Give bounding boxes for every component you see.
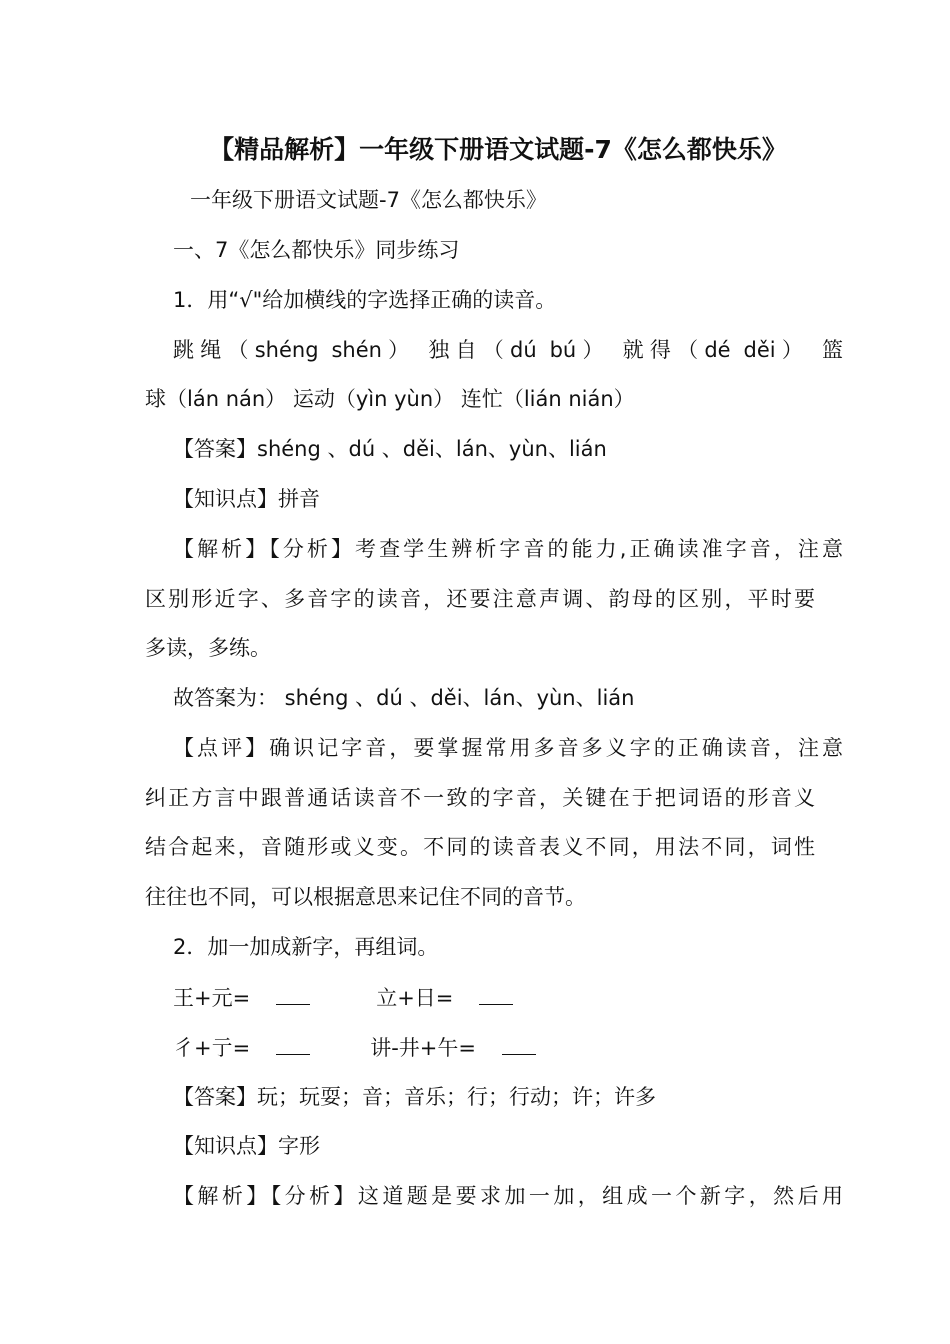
question-2-stem: 2．加一加成新字，再组词。 [173,935,439,959]
answer-blank-1[interactable] [276,982,310,1005]
question-2-knowledge: 【知识点】字形 [173,1134,320,1158]
answer-blank-4[interactable] [502,1032,536,1055]
question-1-analysis-line-2: 区别形近字、多音字的读音，还要注意声调、韵母的区别，平时要 [145,587,815,611]
section-heading: 一、7《怎么都快乐》同步练习 [173,238,460,262]
answer-blank-2[interactable] [479,982,513,1005]
question-1-comment-line-4: 往往也不同，可以根据意思来记住不同的音节。 [145,885,586,909]
question-1-options-line-1: 跳绳（shéng shén） 独自（dú bú） 就得（dé děi） 篮 [173,338,843,362]
question-1-comment-line-2: 纠正方言中跟普通话读音不一致的字音，关键在于把词语的形音义 [145,786,815,810]
question-1-analysis-line-1: 【解析】【分析】考查学生辨析字音的能力,正确读准字音，注意 [173,537,843,561]
equation-2a: 彳+亍= [173,1036,251,1060]
answer-blank-3[interactable] [276,1032,310,1055]
question-1-stem: 1．用“√"给加横线的字选择正确的读音。 [173,288,557,312]
equation-1a: 王+元= [173,986,251,1010]
equation-1b: 立+日= [376,986,454,1010]
question-1-analysis-line-3: 多读，多练。 [145,636,271,660]
equation-2b: 讲-井+午= [370,1036,476,1060]
question-1-answer: 【答案】shéng 、dú 、děi、lán、yùn、lián [173,437,607,461]
question-2-answer: 【答案】玩；玩耍；音；音乐；行；行动；许；许多 [173,1085,656,1109]
question-2-row-1 [145,982,843,1013]
question-1-options-line-2: 球（lán nán） 运动（yìn yùn） 连忙（lián nián） [145,387,635,411]
subtitle: 一年级下册语文试题-7《怎么都快乐》 [190,188,547,212]
question-2-analysis-line-1: 【解析】【分析】这道题是要求加一加，组成一个新字，然后用 [173,1184,843,1208]
question-1-final-answer: 故答案为： shéng 、dú 、děi、lán、yùn、lián [173,686,635,710]
question-1-comment-line-1: 【点评】确识记字音，要掌握常用多音多义字的正确读音，注意 [173,736,843,760]
question-2-row-2 [145,1032,843,1063]
question-1-comment-line-3: 结合起来，音随形或义变。不同的读音表义不同，用法不同，词性 [145,835,815,859]
document-title: 【精品解析】一年级下册语文试题-7《怎么都快乐》 [209,135,787,164]
question-1-knowledge: 【知识点】拼音 [173,487,320,511]
